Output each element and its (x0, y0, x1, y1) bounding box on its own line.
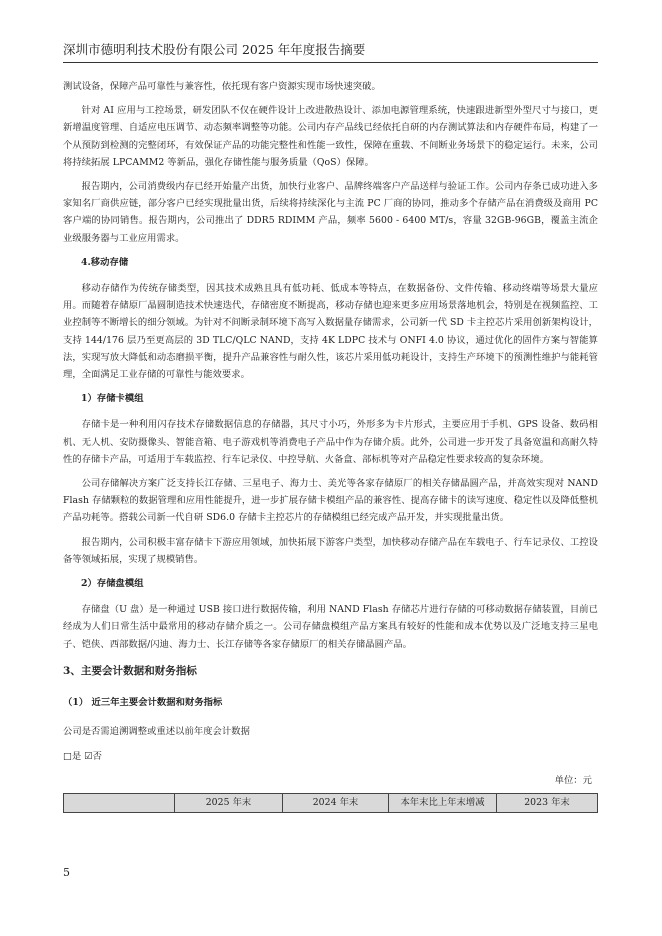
paragraph: 针对 AI 应用与工控场景，研发团队不仅在硬件设计上改进散热设计、添加电源管理系统，快速跟进新型外型尺寸与接口，更新增温度管理、自适应电压调节、动态频率调整等功能。公司内存产品线已经依托自研的内存测试算法和内存硬件布局，构建了一个从预防到检测的完整闭环，有效保证产品的功能完整性和性能一致性，保障在重载、不间断业务场景下的稳定运行。未来，公司将持续拓展 LPCAMM2 等新品，强化存储性能与服务质量（QoS）保障。 (63, 105, 598, 168)
paragraph: 测试设备，保障产品可靠性与兼容性，依托现有客户资源实现市场快速突破。 (63, 81, 381, 92)
table-header-cell: 2025 年末 (175, 793, 283, 812)
report-title: 深圳市德明利技术股份有限公司 2025 年年度报告摘要 (63, 42, 366, 57)
paragraph: 存储卡是一种利用闪存技术存储数据信息的存储器，其尺寸小巧，外形多为卡片形式，主要应用于手机、GPS 设备、数码相机、无人机、安防摄像头、智能音箱、电子游戏机等消费电子产品中作为存储介质。此外，公司进一步开发了具备宽温和高耐久特性的存储卡产品，可适用于车载监控、行车记录仪、中控导航、火备盒、部标机等对产品稳定性要求较高的复杂环境。 (63, 419, 598, 465)
document-body (63, 78, 598, 813)
table-header-row (64, 793, 598, 812)
restatement-checkbox: □是 ☑否 (63, 750, 102, 762)
subsection-heading-memory-card: 1）存储卡模组 (81, 393, 144, 405)
restatement-question: 公司是否需追溯调整或重述以前年度会计数据 (63, 726, 250, 738)
page-header (63, 40, 598, 63)
paragraph: 报告期内，公司消费级内存已经开始量产出货，加快行业客户、品牌终端客户产品送样与验证工作。公司内存条已成功进入多家知名厂商供应链，部分客户已经实现批量出货，后续将持续深化与主流 PC 厂商的协同，推动多个存储产品在消费级及商用 PC 客户端的协同销售。报告期内，公司推出了 DDR5 RDIMM 产品，频率 5600 - 6400 MT/s，容量 32GB-96GB，覆盖主流企业级服务器与工业应用需求。 (63, 181, 598, 244)
paragraph: 存储盘（U 盘）是一种通过 USB 接口进行数据传输，利用 NAND Flash 存储芯片进行存储的可移动数据存储装置，目前已经成为人们日常生活中最常用的移动存储介质之一。公司存储盘模组产品方案具有较好的性能和成本优势以及广泛地支持三星电子、铠侠、西部数据/闪迪、海力士、长江存储等各家存储原厂的相关存储晶圆产品。 (63, 604, 598, 650)
paragraph: 移动存储作为传统存储类型，因其技术成熟且具有低功耗、低成本等特点，在数据备份、文件传输、移动终端等场景大量应用。而随着存储原厂晶圆制造技术快速迭代，存储密度不断提高，移动存储也迎来更多应用场景落地机会，特别是在视频监控、工业控制等不断增长的细分领域。为针对不间断录制环境下高写入数据量存储需求，公司新一代 SD 卡主控芯片采用创新架构设计，支持 144/176 层乃至更高层的 3D TLC/QLC NAND，支持 4K LDPC 技术与 ONFI 4.0 协议，通过优化的固件方案与智能算法，实现写放大降低和动态磨损平衡，提升产品兼容性与耐久性，该芯片采用低功耗设计，支持生产环境下的预测性维护与能耗管理，全面满足工业存储的可靠性与能效要求。 (63, 283, 598, 381)
page-number: 5 (63, 866, 70, 879)
table-header-cell: 2023 年末 (497, 793, 598, 812)
financial-data-table (63, 793, 598, 813)
section-heading-accounting-data: 3、主要会计数据和财务指标 (63, 664, 197, 677)
table-header-cell: 本年末比上年末增减 (389, 793, 497, 812)
paragraph: 公司存储解决方案广泛支持长江存储、三星电子、海力士、美光等各家存储原厂的相关存储晶圆产品，并高效实现对 NAND Flash 存储颗粒的数据管理和应用性能提升，进一步扩展存储卡模组产品的兼容性、提高存储卡的读写速度、稳定性以及降低整机产品功耗等。搭载公司新一代自研 SD6.0 存储卡主控芯片的存储模组已经完成产品开发，并实现批量出货。 (63, 478, 598, 524)
unit-label: 单位：元 (554, 774, 592, 786)
section-heading-mobile-storage: 4.移动存储 (81, 256, 129, 268)
subsection-heading-usb-drive: 2）存储盘模组 (81, 578, 144, 590)
table-header-cell: 2024 年末 (283, 793, 389, 812)
paragraph: 报告期内，公司积极丰富存储卡下游应用领域，加快拓展下游客户类型，加快移动存储产品在车载电子、行车记录仪、工控设备等领域拓展，实现了规模销售。 (63, 536, 598, 565)
table-header-cell (64, 793, 175, 812)
table-heading: （1） 近三年主要会计数据和财务指标 (63, 697, 223, 709)
